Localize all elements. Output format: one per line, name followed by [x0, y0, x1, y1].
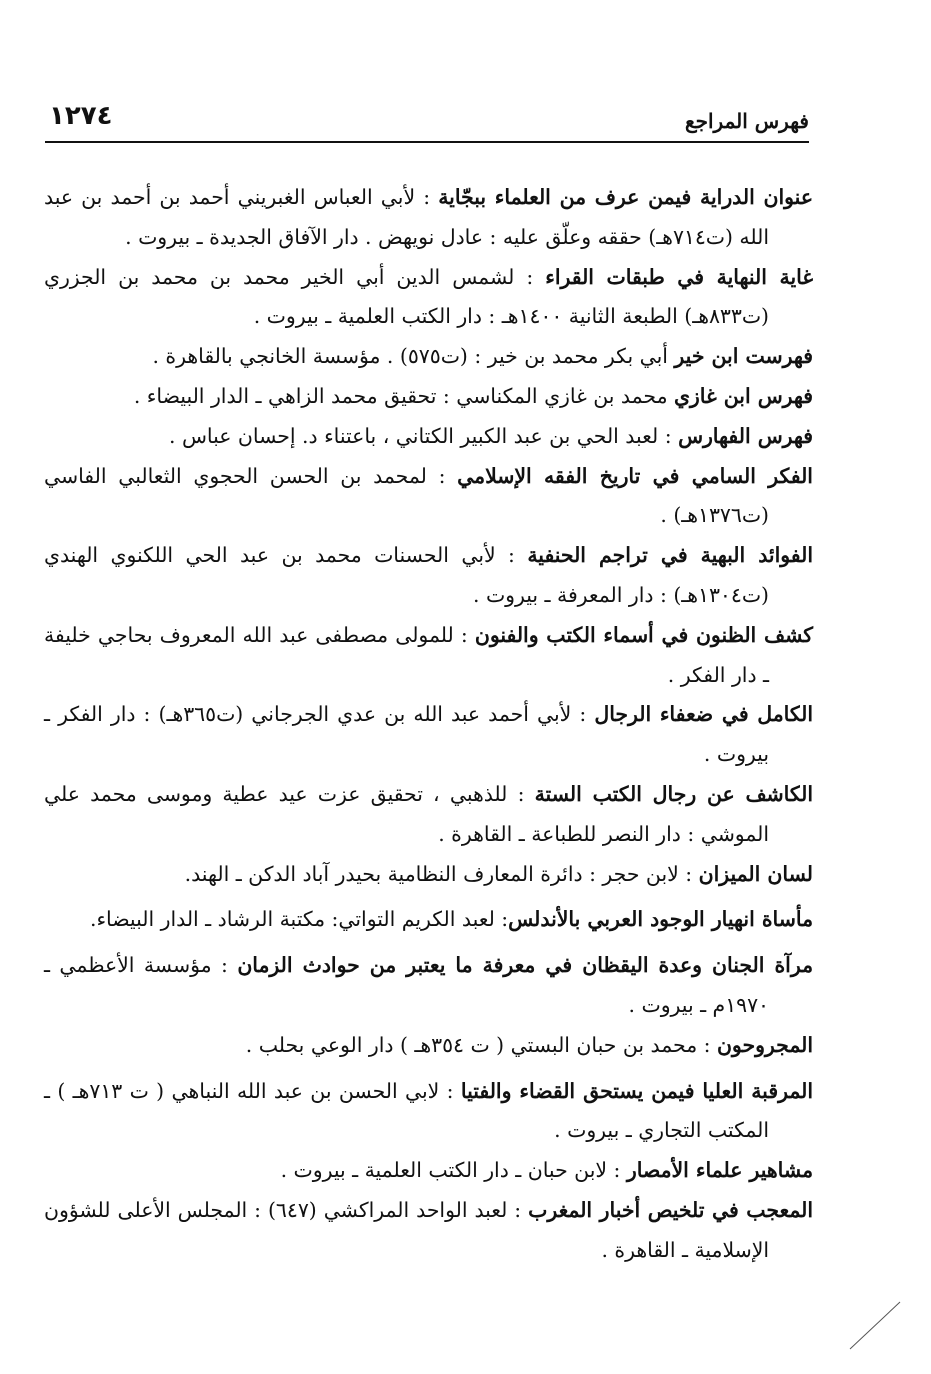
entry-details: : لمحمد بن الحسن الحجوي الثعالبي الفاسي (ت١٣٧٦هـ) .	[44, 463, 769, 528]
bibliography-entry	[44, 616, 813, 696]
entry-details: : محمد بن حبان البستي ( ت ٣٥٤هـ ) دار الوعي بحلب .	[245, 1032, 717, 1057]
entry-details: : لأبي العباس الغبريني أحمد بن أحمد بن عبد الله (ت٧١٤هـ) حققه وعلّق عليه : عادل نويهض . دار الآفاق الجديدة ـ بيروت .	[44, 185, 769, 249]
entry-title: المعجب في تلخيص أخبار المغرب	[528, 1197, 814, 1222]
page-number: ١٢٧٤	[49, 101, 113, 131]
entry-details: : لعبد الكريم التواتي: مكتبة الرشاد ـ الدار البيضاء.	[89, 907, 509, 932]
entry-title: مأساة انهيار الوجود العربي بالأندلس	[508, 907, 813, 932]
entry-details: : لابن حبان ـ دار الكتب العلمية ـ بيروت .	[280, 1158, 627, 1183]
bibliography-entry	[44, 1151, 813, 1191]
entry-title: مشاهير علماء الأمصار	[626, 1158, 813, 1183]
entry-details: أبي بكر محمد بن خير : (ت٥٧٥) . مؤسسة الخانجي بالقاهرة .	[152, 344, 675, 369]
entry-details: محمد بن غازي المكناسي : تحقيق محمد الزاهي ـ الدار البيضاء .	[133, 383, 674, 408]
entry-details: : لأبي أحمد عبد الله بن عدي الجرجاني (ت٣٦٥هـ) : دار الفكر ـ بيروت .	[44, 702, 769, 767]
entry-details: : للذهبي ، تحقيق عزت عيد عطية وموسى محمد علي الموشي : دار النصر للطباعة ـ القاهرة .	[44, 781, 769, 846]
bibliography-entry	[44, 536, 813, 616]
bibliography-entry	[44, 1191, 813, 1271]
entry-details: : لابي الحسن بن عبد الله النباهي ( ت ٧١٣هـ ) ـ المكتب التجاري ـ بيروت .	[44, 1078, 769, 1143]
bibliography-entry	[44, 377, 813, 417]
entry-title: الكامل في ضعفاء الرجال	[594, 702, 813, 727]
entry-title: مرآة الجنان وعدة اليقظان في معرفة ما يعتبر من حوادث الزمان	[237, 953, 814, 978]
entry-title: كشف الظنون في أسماء الكتب والفنون	[474, 622, 813, 647]
entry-title: عنوان الدراية فيمن عرف من العلماء ببجّاية	[438, 185, 813, 209]
bibliography-entry	[44, 695, 813, 775]
entry-details: : لشمس الدين أبي الخير محمد بن محمد بن الجزري (ت٨٣٣هـ) الطبعة الثانية ١٤٠٠هـ : دار الكتب العلمية ـ بيروت .	[44, 264, 769, 329]
entry-details: : للمولى مصطفى عبد الله المعروف بحاجي خليفة ـ دار الفكر .	[44, 622, 769, 687]
entry-title: لسان الميزان	[698, 861, 813, 886]
entry-title: فهرست ابن خير	[674, 344, 813, 369]
bibliography-entry	[44, 178, 813, 258]
bibliography-entry	[44, 457, 813, 537]
page-header	[45, 95, 809, 143]
bibliography-entry	[44, 946, 813, 1026]
entry-title: غاية النهاية في طبقات القراء	[545, 264, 813, 289]
bibliography-list	[44, 178, 813, 1271]
entry-details: : لابن حجر : دائرة المعارف النظامية بحيدر آباد الدكن ـ الهند.	[184, 861, 699, 886]
bibliography-entry	[44, 417, 813, 457]
bibliography-entry	[44, 775, 813, 855]
running-title: فهرس المراجع	[684, 109, 809, 133]
entry-details: : لعبد الحي بن عبد الكبير الكتاني ، باعتناء د. إحسان عباس .	[169, 423, 679, 448]
entry-title: فهرس ابن غازي	[673, 383, 813, 408]
entry-title: الكاشف عن رجال الكتب الستة	[534, 781, 813, 806]
entry-title: الفوائد البهية في تراجم الحنفية	[527, 543, 813, 568]
entry-title: الفكر السامي في تاريخ الفقه الإسلامي	[457, 463, 813, 488]
bibliography-entry	[44, 900, 813, 940]
entry-title: المجروحون	[716, 1032, 813, 1057]
entry-details: : مؤسسة الأعظمي ـ ١٩٧٠م ـ بيروت .	[44, 953, 769, 1017]
bibliography-entry	[44, 337, 813, 377]
entry-title: المرقبة العليا فيمن يستحق القضاء والفتيا	[460, 1078, 813, 1103]
entry-details: : لعبد الواحد المراكشي (٦٤٧) : المجلس الأعلى للشؤون الإسلامية ـ القاهرة .	[44, 1197, 769, 1262]
bibliography-entry	[44, 1072, 813, 1152]
scan-artifact-line	[845, 1294, 905, 1354]
bibliography-entry	[44, 1026, 813, 1066]
bibliography-entry	[44, 258, 813, 338]
entry-details: : لأبي الحسنات محمد بن عبد الحي اللكنوي الهندي (ت١٣٠٤هـ) : دار المعرفة ـ بيروت .	[44, 543, 769, 607]
entry-title: فهرس الفهارس	[678, 423, 813, 448]
bibliography-entry	[44, 855, 813, 895]
